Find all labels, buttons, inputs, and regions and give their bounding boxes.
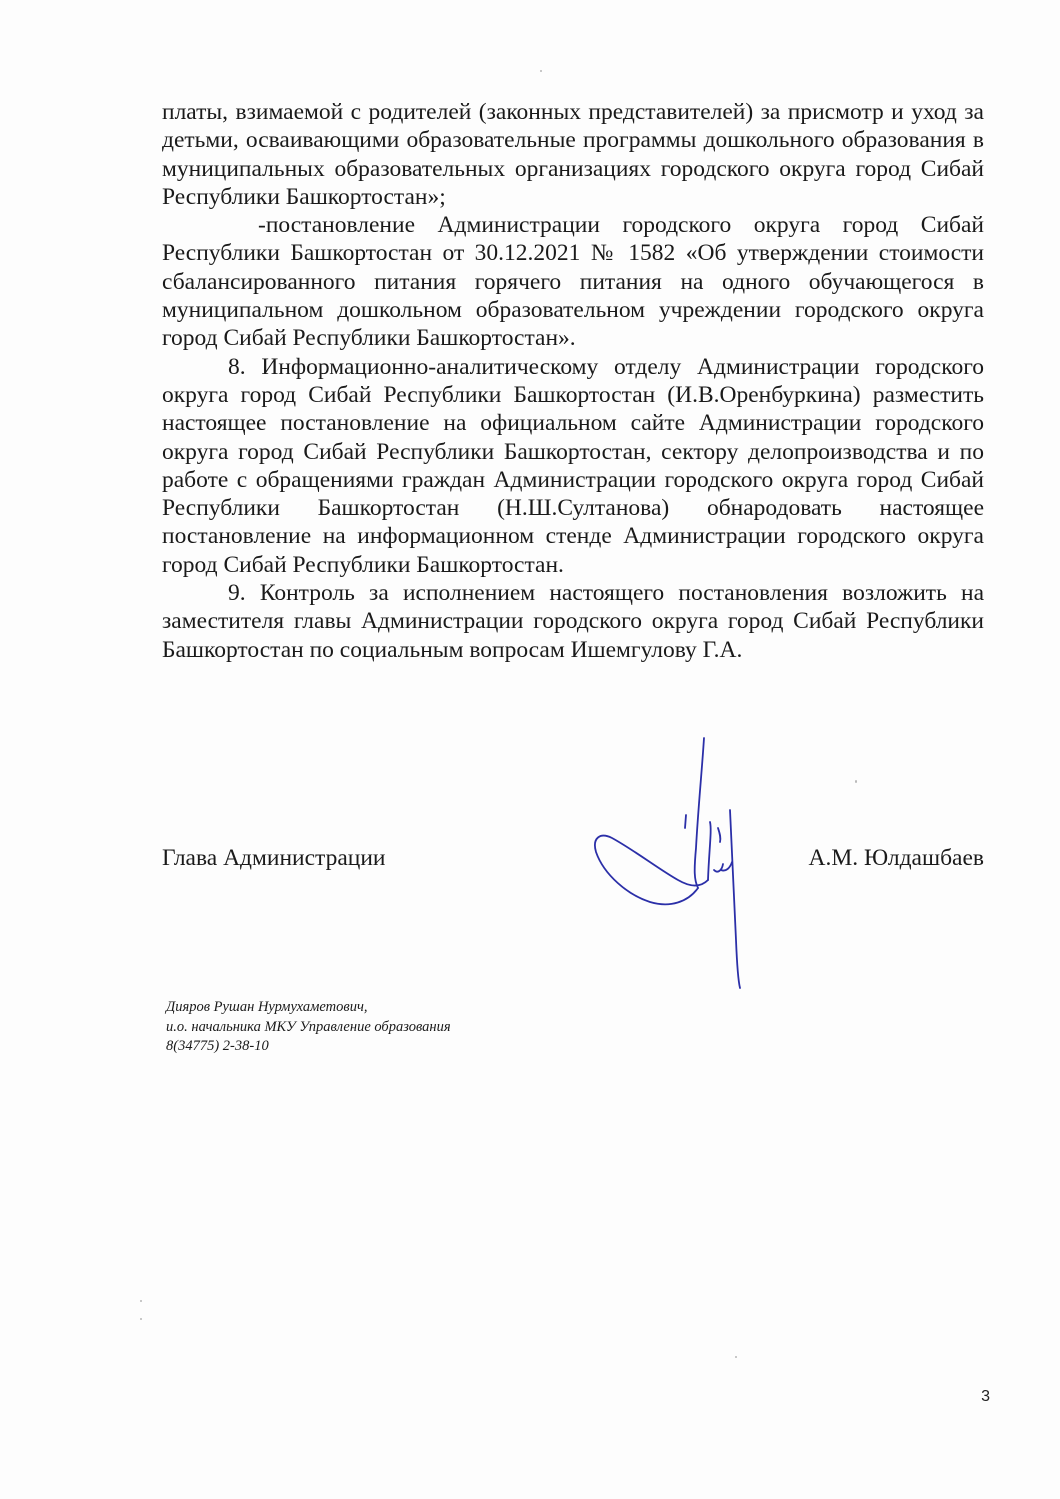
executor-name: Дияров Рушан Нурмухаметович,: [166, 999, 368, 1015]
paragraph-resolution-1582: -постановление Администрации городского округа город Сибай Республики Башкортостан от 30.12.2021 № 1582 «Об утверждении стоимости сбалансированного питания горячего питания на одного обучающегося в муниципальном дошкольном образовательном учреждении городского округа город Сибай Республики Башкортостан».: [162, 212, 984, 352]
paragraph-item-8: 8. Информационно-аналитическому отделу Администрации городского округа город Сибай Республики Башкортостан (И.В.Оренбуркина) разместить настоящее постановление на официальном сайте Администрации городского округа город Сибай Республики Башкортостан, сектору делопроизводства и по работе с обращениями граждан Администрации городского округа город Сибай Республики Башкортостан (Н.Ш.Султанова) обнародовать настоящее постановление на информационном стенде Администрации городского округа город Сибай Республики Башкортостан.: [162, 353, 984, 578]
executor-title: и.о. начальника МКУ Управление образования: [166, 1018, 451, 1035]
document-body: [162, 98, 984, 664]
signatory-position: Глава Администрации: [162, 845, 386, 871]
scan-speck: [855, 780, 857, 783]
scan-speck: [140, 1300, 142, 1302]
executor-info: [166, 998, 451, 1057]
scan-speck: [140, 1318, 142, 1320]
signatory-name: А.М. Юлдашбаев: [808, 845, 984, 871]
page-number: 3: [981, 1388, 990, 1405]
paragraph-item-9: 9. Контроль за исполнением настоящего постановления возложить на заместителя главы Администрации городского округа город Сибай Республики Башкортостан по социальным вопросам Ишемгулову Г.А.: [162, 580, 984, 663]
scan-speck: [540, 70, 542, 72]
handwritten-signature-icon: [590, 730, 760, 1000]
paragraph-continuation: платы, взимаемой с родителей (законных представителей) за присмотр и уход за детьми, осваивающими образовательные программы дошкольного образования в муниципальных образовательных организациях городского округа город Сибай Республики Башкортостан»;: [162, 99, 984, 210]
executor-phone: 8(34775) 2-38-10: [166, 1038, 269, 1054]
scan-speck: [735, 1356, 737, 1358]
